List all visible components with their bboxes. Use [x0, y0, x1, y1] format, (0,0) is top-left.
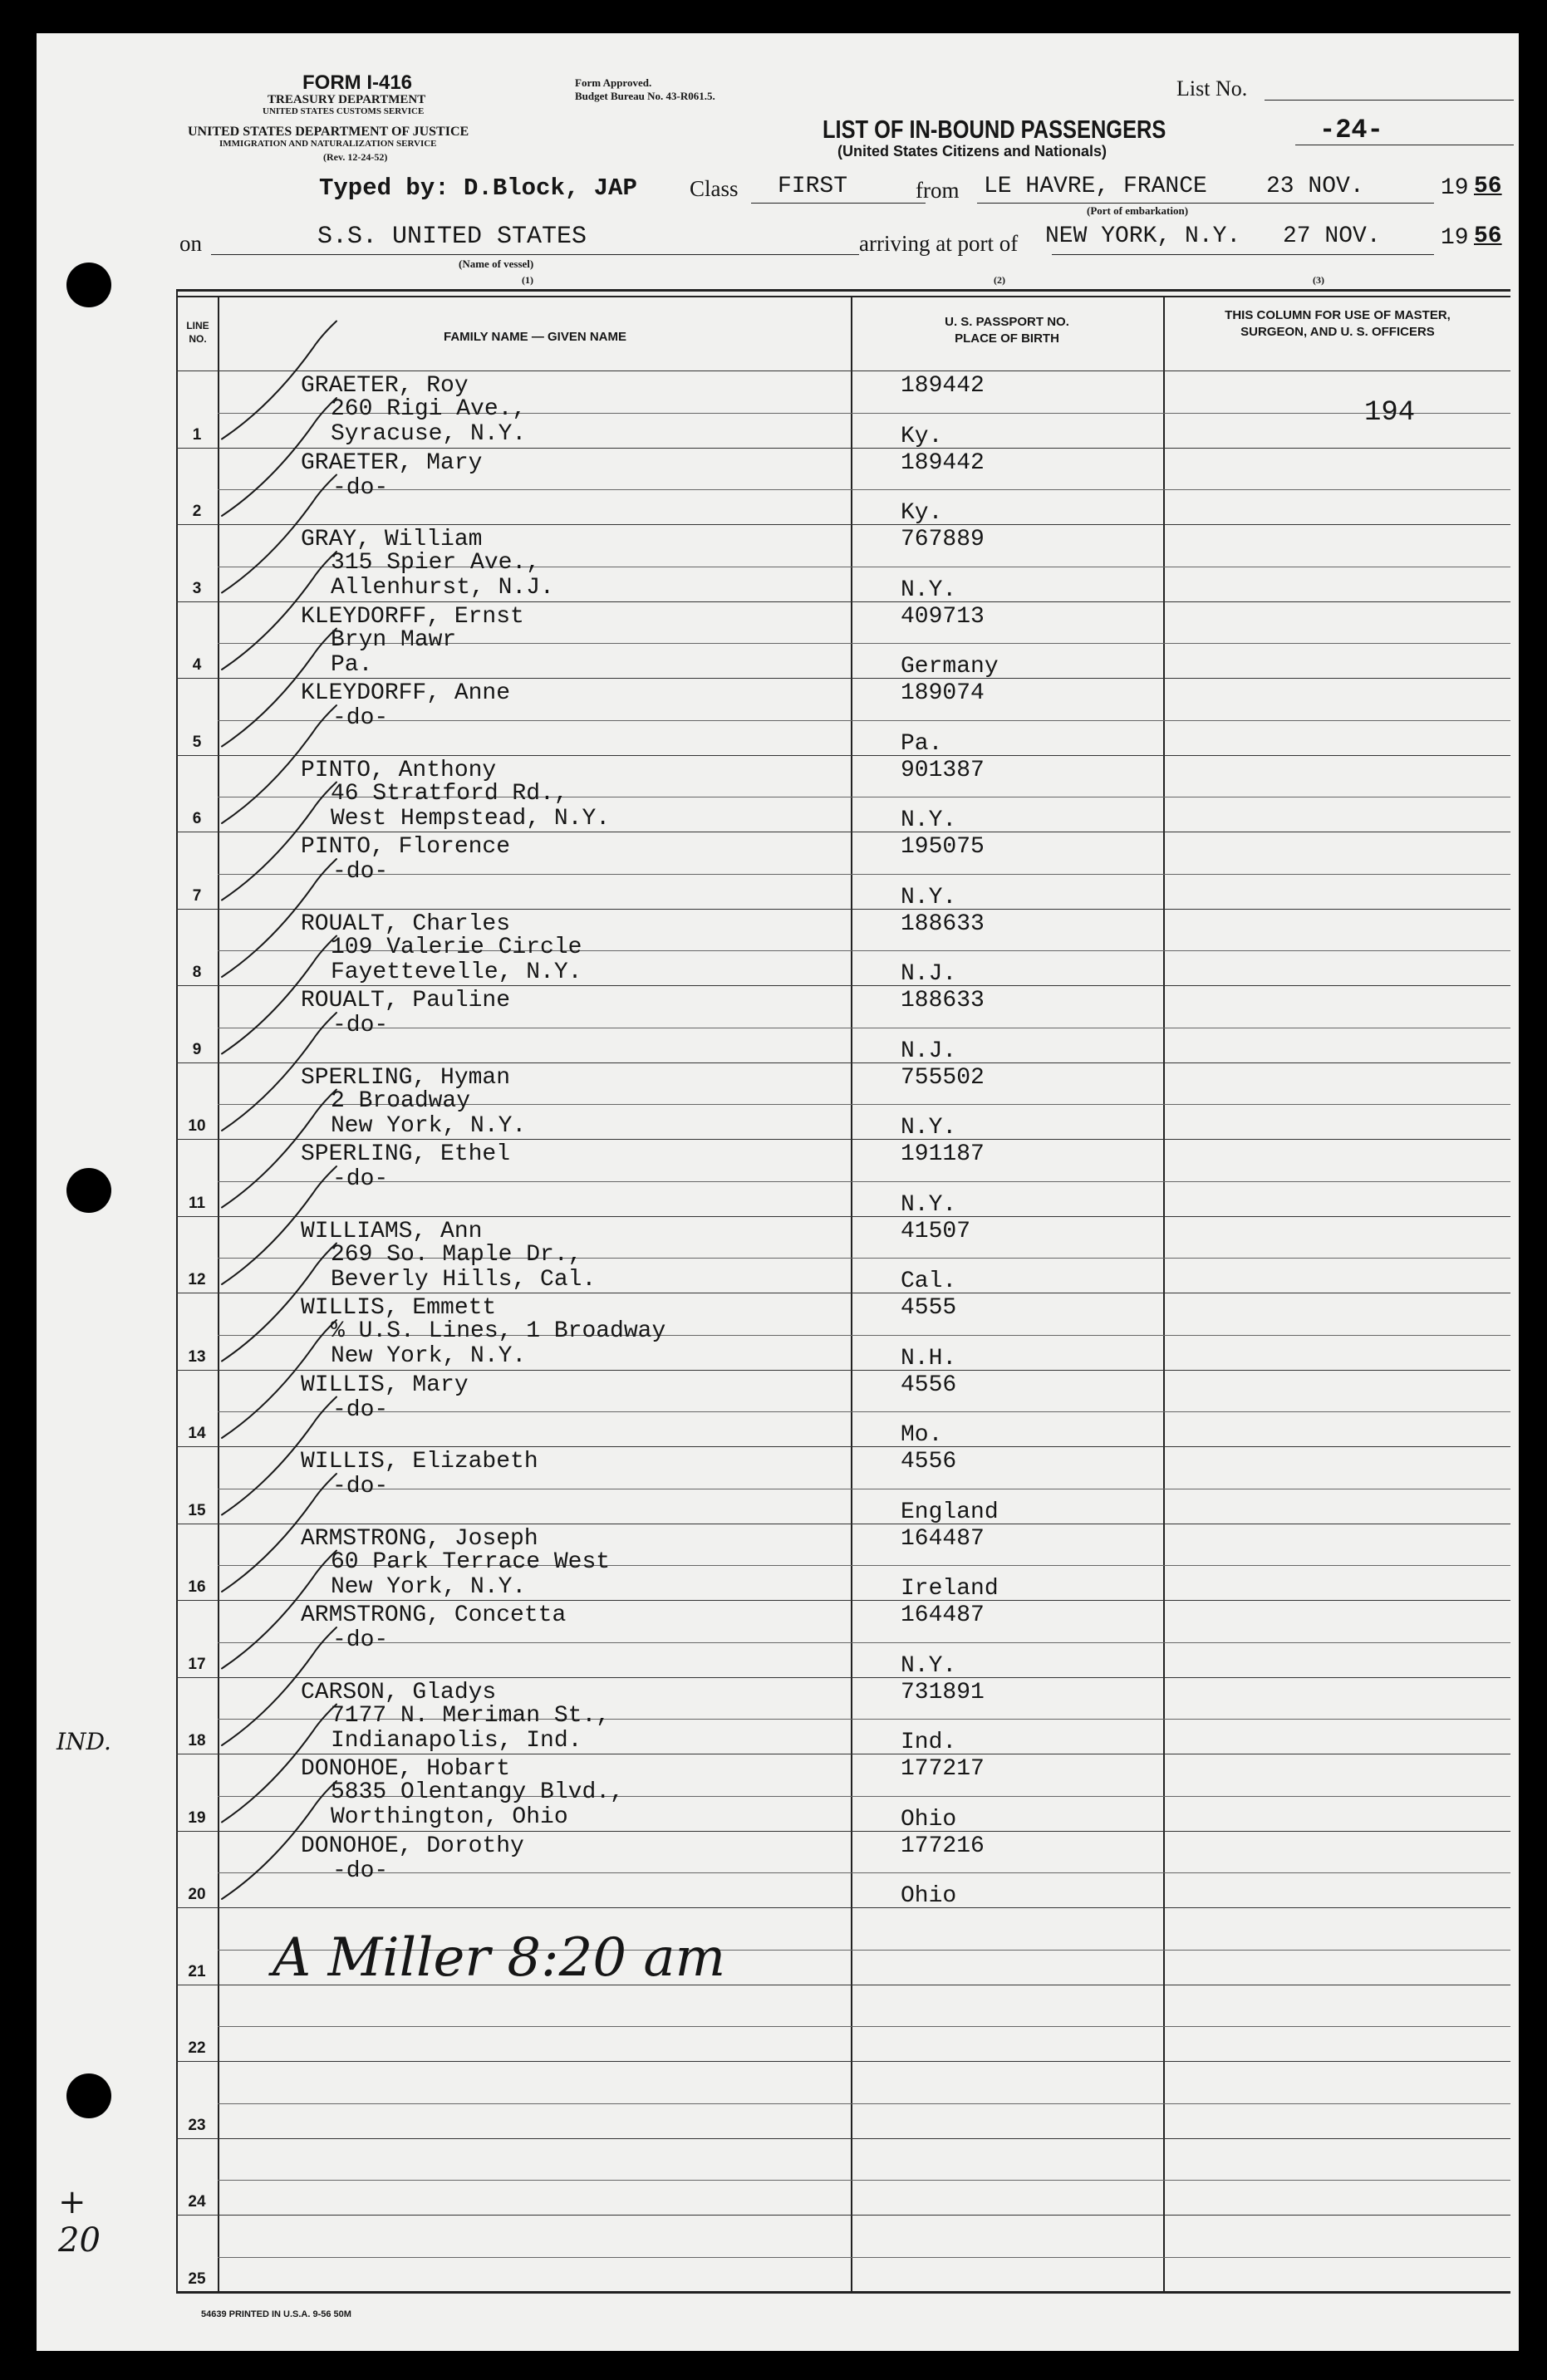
line-number: 22	[188, 2039, 206, 2057]
passport-number: 189442	[901, 373, 985, 399]
passenger-name: GRAY, William	[301, 527, 483, 552]
budget-bureau: Budget Bureau No. 43-R061.5.	[575, 90, 715, 102]
table-row	[176, 1370, 1510, 1447]
table-row	[176, 1831, 1510, 1908]
passenger-name: SPERLING, Ethel	[301, 1141, 511, 1167]
passport-number: 901387	[901, 757, 985, 783]
passport-number: 195075	[901, 834, 985, 860]
from-date: 23 NOV.	[1266, 174, 1364, 199]
line-number: 25	[188, 2270, 206, 2288]
table-row	[176, 448, 1510, 525]
place-of-birth: Cal.	[901, 1269, 957, 1294]
vessel-label: (Name of vessel)	[459, 258, 534, 270]
passport-number: 755502	[901, 1064, 985, 1091]
passenger-name: ROUALT, Charles	[301, 910, 511, 937]
manifest-page	[37, 33, 1519, 2351]
arrival-date: 27 NOV.	[1283, 223, 1381, 249]
passenger-address-1: -do-	[332, 1166, 389, 1192]
passenger-address-1: -do-	[332, 705, 389, 731]
table-row	[176, 1677, 1510, 1754]
table-row	[176, 678, 1510, 755]
passenger-name: PINTO, Anthony	[301, 757, 497, 783]
place-of-birth: N.Y.	[901, 884, 957, 910]
passenger-address-2: Worthington, Ohio	[331, 1804, 568, 1830]
footer-print: 54639 PRINTED IN U.S.A. 9-56 50M	[201, 2309, 351, 2319]
passenger-address-1: 60 Park Terrace West	[331, 1548, 611, 1575]
line-number: 13	[188, 1347, 206, 1366]
passport-number: 164487	[901, 1525, 985, 1552]
port-embark-label: (Port of embarkation)	[1087, 204, 1189, 217]
table-row	[176, 1754, 1510, 1831]
from-year: 56	[1474, 174, 1502, 199]
place-of-birth: Germany	[901, 654, 999, 680]
margin-note-count: + 20	[58, 2183, 101, 2260]
passenger-address-1: Bryn Mawr	[331, 626, 457, 653]
passport-number: 4555	[901, 1295, 957, 1321]
passenger-address-2: New York, N.Y.	[331, 1112, 527, 1139]
passenger-name: WILLIAMS, Ann	[301, 1218, 483, 1244]
passenger-address-1: 260 Rigi Ave.,	[331, 396, 527, 422]
table-row	[176, 985, 1510, 1062]
col-header-name: FAMILY NAME — GIVEN NAME	[443, 330, 627, 344]
vessel-name: S.S. UNITED STATES	[317, 223, 587, 251]
table-row	[176, 1139, 1510, 1216]
passenger-name: DONOHOE, Hobart	[301, 1756, 511, 1782]
passenger-name: DONOHOE, Dorothy	[301, 1833, 524, 1859]
passenger-address-2: Fayettevelle, N.Y.	[331, 959, 582, 985]
place-of-birth: N.J.	[901, 1038, 957, 1064]
table-row	[176, 909, 1510, 986]
officer-note: 194	[1364, 397, 1416, 429]
passenger-address-2: West Hempstead, N.Y.	[331, 805, 611, 832]
col-header-passport: U. S. PASSPORT NO. PLACE OF BIRTH	[945, 315, 1069, 346]
table-row	[176, 2138, 1510, 2216]
dept-immigration: IMMIGRATION AND NATURALIZATION SERVICE	[219, 139, 437, 149]
margin-note-ind: IND.	[56, 1728, 111, 1755]
class-value: FIRST	[778, 174, 848, 199]
passport-number: 409713	[901, 603, 985, 630]
passenger-name: WILLIS, Mary	[301, 1372, 469, 1398]
passport-number: 177216	[901, 1833, 985, 1859]
form-approved: Form Approved.	[575, 76, 652, 89]
passenger-address-1: -do-	[332, 1857, 389, 1884]
place-of-birth: Ky.	[901, 423, 943, 449]
form-number: FORM I-416	[302, 71, 413, 94]
place-of-birth: Mo.	[901, 1422, 943, 1448]
passenger-address-2: New York, N.Y.	[331, 1343, 527, 1369]
passport-number: 731891	[901, 1679, 985, 1705]
line-number: 24	[188, 2193, 206, 2211]
table-row	[176, 1600, 1510, 1677]
place-of-birth: England	[901, 1499, 999, 1525]
arrival-year: 56	[1474, 223, 1502, 249]
signature: A Miller 8:20 am	[273, 1927, 726, 1989]
dept-justice: UNITED STATES DEPARTMENT OF JUSTICE	[188, 125, 469, 139]
passenger-address-1: -do-	[332, 1013, 389, 1038]
place-of-birth: N.Y.	[901, 807, 957, 833]
passenger-address-2: Syracuse, N.Y.	[331, 421, 527, 447]
on-label: on	[179, 231, 202, 256]
passport-number: 188633	[901, 988, 985, 1013]
line-number: 2	[192, 503, 202, 520]
form-subtitle: (United States Citizens and Nationals)	[837, 143, 1107, 159]
table-row	[176, 2215, 1510, 2292]
typed-by: Typed by: D.Block, JAP	[319, 174, 637, 202]
place-of-birth: Ky.	[901, 500, 943, 526]
line-number: 1	[192, 425, 202, 444]
col1-num: (1)	[522, 274, 533, 286]
passenger-address-1: -do-	[332, 1396, 389, 1423]
list-no-value: -24-	[1319, 115, 1383, 145]
passenger-address-1: -do-	[332, 1474, 389, 1499]
place-of-birth: Pa.	[901, 730, 943, 757]
col3-num: (3)	[1313, 274, 1324, 286]
place-of-birth: N.J.	[901, 961, 957, 987]
line-number: 4	[192, 656, 202, 674]
passenger-name: KLEYDORFF, Ernst	[301, 603, 524, 630]
passport-number: 177217	[901, 1756, 985, 1782]
arriving-label: arriving at port of	[859, 231, 1019, 256]
passenger-address-1: 7177 N. Meriman St.,	[331, 1702, 611, 1729]
passenger-address-1: % U.S. Lines, 1 Broadway	[331, 1318, 666, 1344]
passenger-name: SPERLING, Hyman	[301, 1064, 511, 1091]
passenger-address-1: 315 Spier Ave.,	[331, 550, 541, 576]
table-row	[176, 2061, 1510, 2138]
passenger-address-1: -do-	[332, 859, 389, 885]
line-number: 9	[192, 1040, 202, 1058]
line-number: 19	[188, 1808, 206, 1827]
table-row	[176, 832, 1510, 909]
binder-hole-top	[66, 263, 111, 307]
line-number: 6	[192, 810, 202, 827]
passenger-name: PINTO, Florence	[301, 834, 511, 860]
place-of-birth: Ind.	[901, 1730, 957, 1755]
line-number: 20	[188, 1886, 206, 1903]
line-number: 10	[188, 1117, 206, 1135]
form-revision: (Rev. 12-24-52)	[323, 151, 388, 163]
list-no-label: List No.	[1176, 76, 1248, 101]
line-number: 21	[188, 1962, 206, 1980]
table-row	[176, 755, 1510, 832]
table-row	[176, 1216, 1510, 1293]
binder-hole-bottom	[66, 2073, 111, 2118]
line-number: 11	[188, 1194, 206, 1212]
table-row	[176, 1985, 1510, 2062]
passenger-name: CARSON, Gladys	[301, 1679, 497, 1705]
passenger-name: ARMSTRONG, Joseph	[301, 1525, 538, 1552]
col2-num: (2)	[994, 274, 1005, 286]
passenger-address-2: Beverly Hills, Cal.	[331, 1266, 597, 1293]
passenger-address-2: Allenhurst, N.J.	[331, 575, 554, 601]
passport-number: 4556	[901, 1372, 957, 1398]
table-row	[176, 1524, 1510, 1601]
passenger-name: ARMSTRONG, Concetta	[301, 1602, 567, 1628]
place-of-birth: Ohio	[901, 1883, 957, 1909]
passport-number: 164487	[901, 1602, 985, 1628]
line-number: 18	[188, 1732, 206, 1749]
from-value: LE HAVRE, FRANCE	[984, 174, 1207, 199]
passenger-address-2: Pa.	[331, 651, 373, 678]
place-of-birth: N.Y.	[901, 1115, 957, 1141]
col-header-line: LINE NO.	[186, 320, 209, 345]
passenger-name: GRAETER, Mary	[301, 449, 483, 476]
from-year-prefix: 19	[1441, 175, 1469, 201]
line-number: 17	[188, 1655, 206, 1673]
place-of-birth: Ohio	[901, 1806, 957, 1833]
table-row	[176, 1293, 1510, 1370]
passenger-address-1: 2 Broadway	[331, 1087, 471, 1114]
passenger-name: GRAETER, Roy	[301, 373, 469, 399]
arrival-port: NEW YORK, N.Y.	[1045, 223, 1241, 249]
dept-treasury: TREASURY DEPARTMENT	[268, 93, 426, 106]
class-label: Class	[690, 176, 739, 201]
place-of-birth: N.Y.	[901, 1652, 957, 1679]
passenger-address-1: 46 Stratford Rd.,	[331, 780, 568, 807]
line-number: 5	[192, 733, 202, 751]
passport-number: 191187	[901, 1141, 985, 1167]
table-row	[176, 370, 1510, 448]
passenger-address-2: Indianapolis, Ind.	[331, 1727, 582, 1754]
passenger-address-1: 269 So. Maple Dr.,	[331, 1241, 582, 1268]
passenger-address-1: -do-	[332, 1627, 389, 1653]
line-number: 23	[188, 2116, 206, 2134]
passport-number: 4556	[901, 1449, 957, 1475]
col-header-officers: THIS COLUMN FOR USE OF MASTER, SURGEON, AND U. S. OFFICERS	[1225, 308, 1451, 339]
form-title: LIST OF IN-BOUND PASSENGERS	[823, 115, 1166, 144]
place-of-birth: N.Y.	[901, 577, 957, 603]
arrival-year-prefix: 19	[1441, 225, 1469, 251]
table-row	[176, 1446, 1510, 1524]
table-row	[176, 1062, 1510, 1140]
line-number: 15	[188, 1501, 206, 1519]
place-of-birth: Ireland	[901, 1576, 999, 1602]
dept-customs: UNITED STATES CUSTOMS SERVICE	[263, 106, 425, 116]
passenger-address-1: -do-	[332, 474, 389, 501]
passenger-name: WILLIS, Elizabeth	[301, 1449, 538, 1475]
table-row	[176, 601, 1510, 679]
line-number: 3	[192, 579, 202, 597]
binder-hole-middle	[66, 1168, 111, 1213]
passenger-table	[176, 289, 1510, 2291]
passenger-name: WILLIS, Emmett	[301, 1295, 497, 1321]
from-label: from	[916, 178, 960, 203]
place-of-birth: N.Y.	[901, 1191, 957, 1218]
passport-number: 188633	[901, 910, 985, 937]
passenger-name: KLEYDORFF, Anne	[301, 680, 511, 706]
line-number: 8	[192, 964, 202, 981]
passport-number: 767889	[901, 527, 985, 552]
line-number: 14	[188, 1425, 206, 1442]
passport-number: 189442	[901, 449, 985, 476]
passenger-address-1: 5835 Olentangy Blvd.,	[331, 1779, 624, 1805]
passenger-address-1: 109 Valerie Circle	[331, 934, 582, 960]
passenger-name: ROUALT, Pauline	[301, 988, 511, 1013]
passport-number: 41507	[901, 1218, 971, 1244]
table-row	[176, 524, 1510, 601]
line-number: 12	[188, 1271, 206, 1288]
line-number: 7	[192, 886, 202, 905]
line-number: 16	[188, 1578, 206, 1596]
passenger-address-2: New York, N.Y.	[331, 1573, 527, 1600]
passport-number: 189074	[901, 680, 985, 706]
place-of-birth: N.H.	[901, 1345, 957, 1372]
